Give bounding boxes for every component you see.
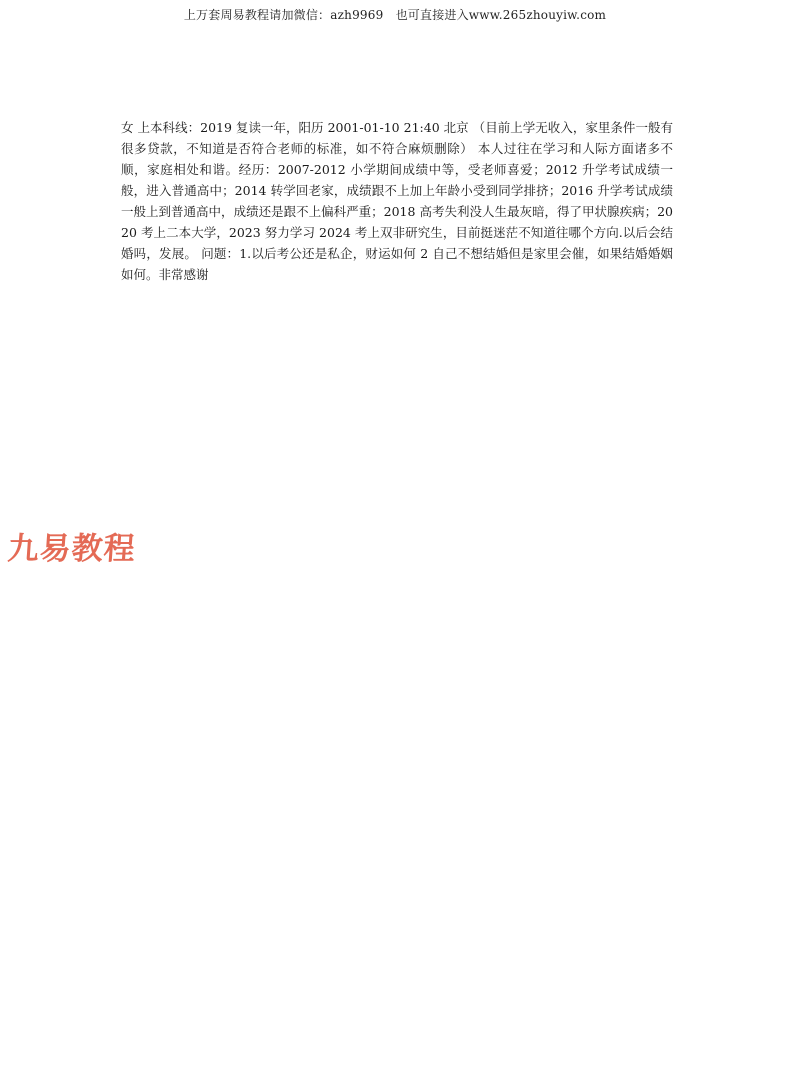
watermark-logo: 九易教程: [6, 531, 138, 567]
page-header: 上万套周易教程请加微信：azh9969 也可直接进入www.265zhouyiw.com: [183, 8, 607, 22]
document-body: 女 上本科线：2019 复读一年，阳历 2001-01-10 21:40 北京 （目前上学无收入，家里条件一般有很多贷款，不知道是否符合老师的标准，如不符合麻烦删除） 本人过往在学习和人际方面诸多不顺，家庭相处和谐。经历：2007-2012 小学期间成绩中等，受老师喜爱；2012 升学考试成绩一般，进入普通高中；2014 转学回老家，成绩跟不上加上年龄小受到同学排挤；2016 升学考试成绩一般上到普通高中，成绩还是跟不上偏科严重；2018 高考失利没人生最灰暗，得了甲状腺疾病；2020 考上二本大学，2023 努力学习 2024 考上双非研究生，目前挺迷茫不知道往哪个方向.以后会结婚吗，发展。 问题：1.以后考公还是私企，财运如何 2 自己不想结婚但是家里会催，如果结婚婚姻如何。非常感谢: [121, 120, 673, 282]
